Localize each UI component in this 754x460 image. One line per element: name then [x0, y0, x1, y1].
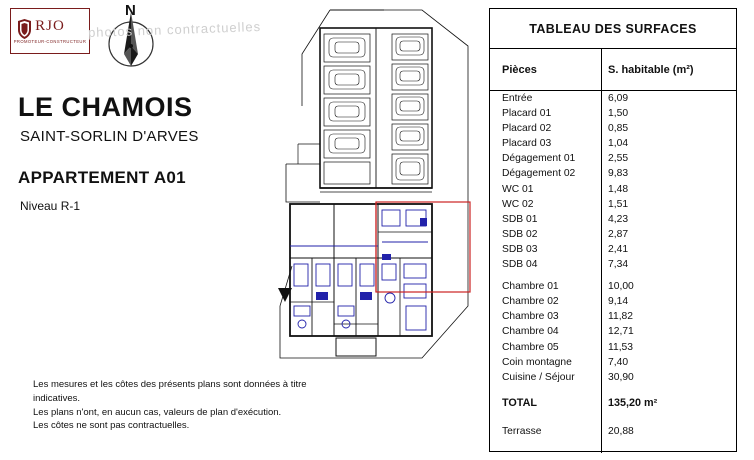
room-surface: 2,55 — [608, 153, 629, 165]
table-row — [490, 106, 736, 121]
room-name: SDB 04 — [502, 259, 538, 271]
disclaimer-line-4: Les côtes ne sont pas contractuelles. — [33, 420, 190, 432]
room-name: SDB 02 — [502, 228, 538, 240]
room-name: Chambre 03 — [502, 311, 559, 323]
disclaimer-line-3: Les plans n'ont, en aucun cas, valeurs de plan d'exécution. — [33, 406, 282, 418]
room-surface: 2,87 — [608, 228, 629, 240]
logo-text: RJO — [35, 17, 65, 34]
level-label: Niveau R-1 — [20, 199, 81, 213]
room-surface: 10,00 — [608, 281, 634, 293]
room-name: Cuisine / Séjour — [502, 371, 575, 383]
surface-table-title: TABLEAU DES SURFACES — [490, 9, 736, 49]
room-name: Chambre 02 — [502, 296, 559, 308]
column-header-surface — [608, 49, 694, 90]
room-surface: 30,90 — [608, 371, 634, 383]
total-label: TOTAL — [502, 396, 537, 409]
terrasse-value: 20,88 — [608, 425, 634, 437]
table-row — [490, 151, 736, 166]
room-name: SDB 03 — [502, 243, 538, 255]
room-name: SDB 01 — [502, 213, 538, 225]
room-name: Placard 01 — [502, 108, 552, 120]
logo-tagline: PROMOTEUR-CONSTRUCTEUR — [13, 38, 87, 44]
room-surface: 7,34 — [608, 259, 629, 271]
terrasse-label: Terrasse — [502, 425, 542, 437]
table-row-total — [490, 395, 736, 411]
table-row — [490, 340, 736, 355]
column-header-room: Pièces — [502, 63, 537, 76]
floor-plan-drawing — [272, 6, 480, 386]
surface-table-rows — [490, 91, 736, 439]
room-surface: 6,09 — [608, 93, 629, 104]
table-row — [490, 182, 736, 197]
compass-north-label: N — [125, 2, 136, 19]
surface-table-header — [490, 49, 736, 91]
room-name: Entrée — [502, 93, 533, 104]
room-name: Dégagement 01 — [502, 153, 576, 165]
room-surface: 9,14 — [608, 296, 629, 308]
table-row — [490, 91, 736, 106]
room-name: Chambre 04 — [502, 326, 559, 338]
room-surface: 1,51 — [608, 198, 629, 210]
table-row — [490, 166, 736, 181]
room-name: WC 01 — [502, 183, 534, 195]
room-name: Placard 03 — [502, 138, 552, 150]
column-header-surface-label: S. habitable (m²) — [608, 63, 694, 76]
room-surface: 1,48 — [608, 183, 629, 195]
table-row — [490, 136, 736, 151]
disclaimer — [33, 378, 353, 433]
room-surface: 7,40 — [608, 356, 629, 368]
table-row — [490, 370, 736, 385]
room-surface: 11,53 — [608, 341, 634, 353]
watermark-text: photos non contractuelles — [87, 18, 262, 41]
room-surface: 9,83 — [608, 168, 629, 180]
table-row — [490, 227, 736, 242]
disclaimer-line-2: indicatives. — [33, 392, 80, 404]
table-row — [490, 257, 736, 272]
room-surface: 11,82 — [608, 311, 634, 323]
room-surface: 0,85 — [608, 123, 629, 135]
room-surface: 2,41 — [608, 243, 629, 255]
company-logo — [10, 8, 90, 54]
apartment-label: APPARTEMENT A01 — [18, 168, 186, 187]
room-surface: 4,23 — [608, 213, 629, 225]
total-value: 135,20 m² — [608, 396, 658, 409]
table-row — [490, 121, 736, 136]
table-row — [490, 242, 736, 257]
table-row — [490, 324, 736, 339]
room-name: Coin montagne — [502, 356, 572, 368]
compass-north-icon — [98, 4, 164, 70]
table-row — [490, 212, 736, 227]
table-row — [490, 309, 736, 324]
room-name: Chambre 01 — [502, 281, 559, 293]
room-name: Dégagement 02 — [502, 168, 576, 180]
page-title: LE CHAMOIS — [18, 92, 193, 122]
table-row — [490, 279, 736, 294]
table-row — [490, 355, 736, 370]
room-name: Chambre 05 — [502, 341, 559, 353]
location-subtitle: SAINT-SORLIN D'ARVES — [20, 128, 199, 145]
room-surface: 1,50 — [608, 108, 629, 120]
room-name: Placard 02 — [502, 123, 552, 135]
table-row — [490, 294, 736, 309]
surface-table — [489, 8, 737, 452]
room-surface: 1,04 — [608, 138, 629, 150]
table-row-terrasse — [490, 424, 736, 439]
room-surface: 12,71 — [608, 326, 634, 338]
room-name: WC 02 — [502, 198, 534, 210]
disclaimer-line-1: Les mesures et les côtes des présents plans sont données à titre — [33, 379, 307, 390]
table-row — [490, 197, 736, 212]
